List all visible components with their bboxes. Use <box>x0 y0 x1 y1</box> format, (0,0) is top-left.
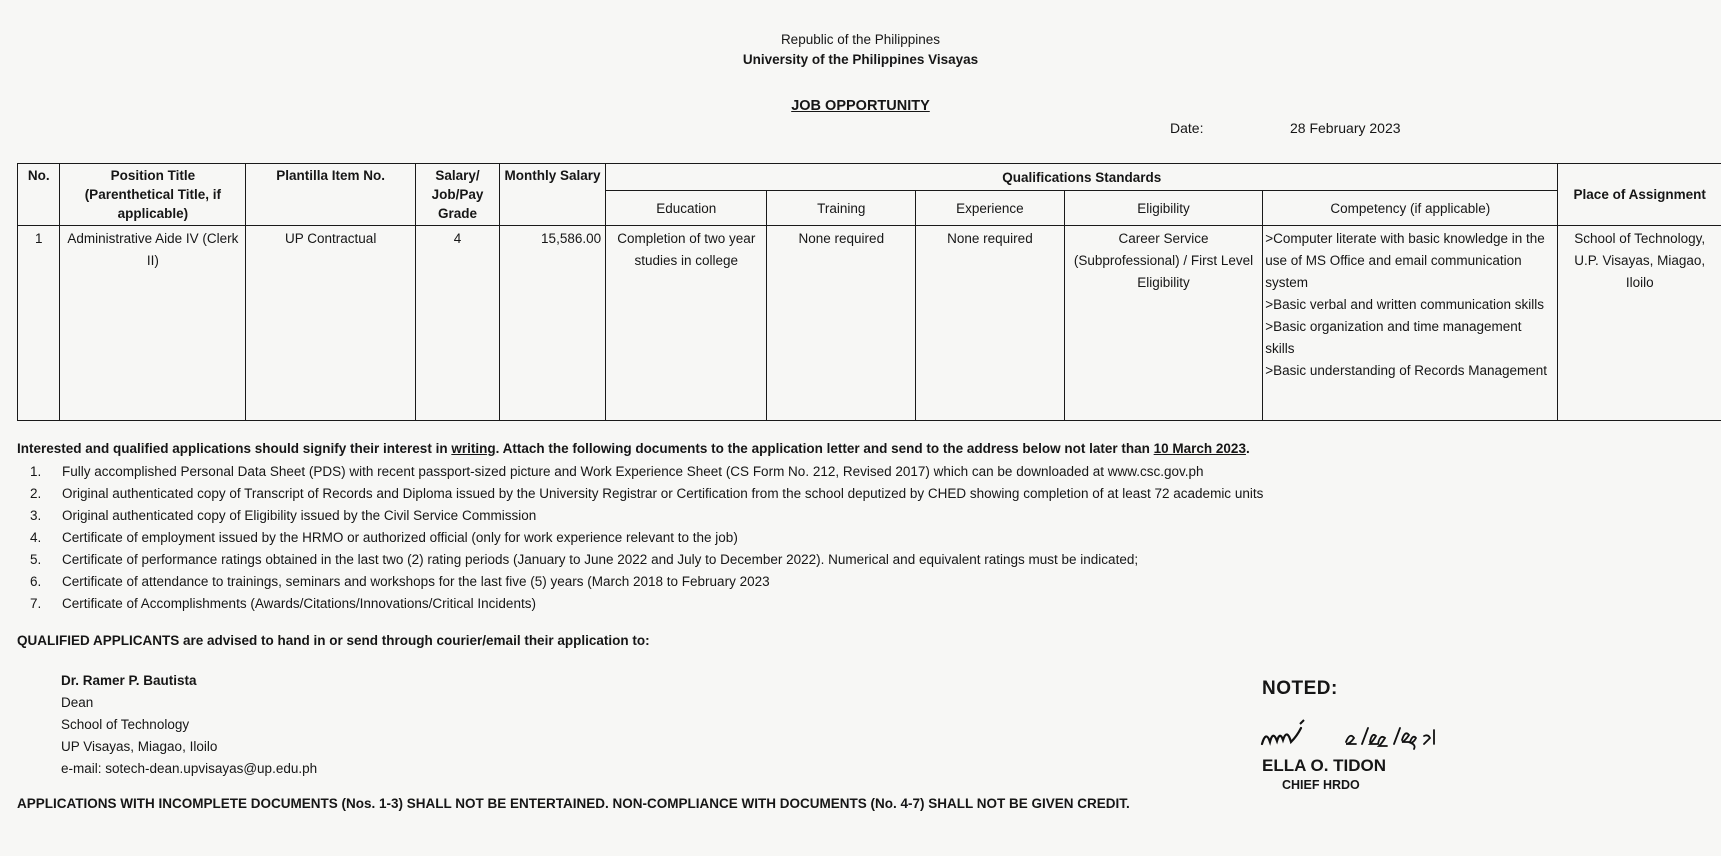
header-republic: Republic of the Philippines <box>780 32 941 47</box>
header-position-title: Position Title (Parenthetical Title, if applicable) <box>60 164 246 226</box>
cell-competency <box>1263 226 1558 421</box>
signer-title: CHIEF HRDO <box>1282 778 1360 792</box>
header-plantilla: Plantilla Item No. <box>246 164 416 226</box>
footer-notice: APPLICATIONS WITH INCOMPLETE DOCUMENTS (Nos. 1-3) SHALL NOT BE ENTERTAINED. NON-COMPLIANCE WITH DOCUMENTS (No. 4-7) SHALL NOT BE GIVEN CREDIT. <box>17 796 1130 811</box>
header-training: Training <box>767 191 916 226</box>
cell-education: Completion of two year studies in college <box>606 226 767 421</box>
header-no: No. <box>18 164 60 226</box>
deadline-date: 10 March 2023 <box>1153 441 1246 456</box>
address-name: Dr. Ramer P. Bautista <box>61 673 197 688</box>
cell-salary-grade: 4 <box>416 226 500 421</box>
instructions-part: . <box>1245 441 1250 456</box>
list-item-number: 5. <box>30 552 42 567</box>
competency-item: >Basic organization and time management skills <box>1265 319 1522 356</box>
list-item <box>30 505 1263 527</box>
header-competency: Competency (if applicable) <box>1263 191 1558 226</box>
list-item-text: Original authenticated copy of Transcript of Records and Diploma issued by the University Registrar or Certification from the school deputized by CHED showing completion of at least 72 academic units <box>62 486 1264 501</box>
header-monthly-salary: Monthly Salary <box>499 164 605 226</box>
date-label: Date: <box>1170 120 1204 136</box>
cell-plantilla: UP Contractual <box>246 226 416 421</box>
instructions-part: . Attach the following documents to the application letter and send to the address below not later than <box>495 441 1154 456</box>
competency-item: >Basic verbal and written communication skills <box>1265 297 1545 312</box>
list-item-number: 2. <box>30 486 42 501</box>
list-item-text: Certificate of attendance to trainings, seminars and workshops for the last five (5) years (March 2018 to February 2023 <box>62 574 770 589</box>
list-item <box>30 571 1263 593</box>
list-item-text: Certificate of employment issued by the HRMO or authorized official (only for work experience relevant to the job) <box>62 530 738 545</box>
list-item-text: Certificate of Accomplishments (Awards/Citations/Innovations/Critical Incidents) <box>62 596 536 611</box>
list-item-text: Original authenticated copy of Eligibility issued by the Civil Service Commission <box>62 508 537 523</box>
header-education: Education <box>606 191 767 226</box>
cell-experience: None required <box>916 226 1065 421</box>
header-place: Place of Assignment <box>1558 164 1721 226</box>
page-title <box>0 98 1721 114</box>
advise-text: QUALIFIED APPLICANTS are advised to hand in or send through courier/email their application to: <box>17 633 650 648</box>
cell-position-title: Administrative Aide IV (Clerk II) <box>60 226 246 421</box>
job-table <box>17 163 1721 421</box>
signer-name: ELLA O. TIDON <box>1262 756 1387 775</box>
cell-no: 1 <box>18 226 60 421</box>
list-item <box>30 593 1263 615</box>
address-office: School of Technology <box>61 717 190 732</box>
header-experience: Experience <box>916 191 1065 226</box>
header-salary-grade: Salary/ Job/Pay Grade <box>416 164 500 226</box>
list-item <box>30 461 1263 483</box>
list-item-number: 4. <box>30 530 42 545</box>
header-qualifications: Qualifications Standards <box>606 164 1558 191</box>
cell-monthly-salary: 15,586.00 <box>499 226 605 421</box>
page-title-text: JOB OPPORTUNITY <box>791 98 930 114</box>
list-item <box>30 483 1263 505</box>
noted-label: NOTED: <box>1262 678 1338 699</box>
list-item-text: Certificate of performance ratings obtained in the last two (2) rating periods (January to June 2022 and July to December 2022). Numerical and equivalent ratings must be indicated; <box>62 552 1139 567</box>
address-email: e-mail: sotech-dean.upvisayas@up.edu.ph <box>61 761 318 776</box>
table-row <box>18 226 1721 421</box>
list-item <box>30 549 1263 571</box>
header-eligibility: Eligibility <box>1064 191 1263 226</box>
address-location: UP Visayas, Miagao, Iloilo <box>61 739 218 754</box>
requirements-list <box>30 461 1263 615</box>
list-item-number: 7. <box>30 596 42 611</box>
instructions <box>17 441 1717 456</box>
header-university: University of the Philippines Visayas <box>742 52 979 67</box>
list-item <box>30 527 1263 549</box>
address-position: Dean <box>61 695 94 710</box>
list-item-number: 6. <box>30 574 42 589</box>
address-block <box>61 670 317 780</box>
list-item-text: Fully accomplished Personal Data Sheet (PDS) with recent passport-sized picture and Work Experience Sheet (CS Form No. 212, Revised 2017) which can be downloaded at www.csc.gov.ph <box>62 464 1204 479</box>
list-item-number: 1. <box>30 464 42 479</box>
instructions-part: Interested and qualified applications should signify their interest in <box>17 441 452 456</box>
handwritten-signature <box>1258 718 1443 754</box>
cell-place: School of Technology, U.P. Visayas, Miagao, Iloilo <box>1558 226 1721 421</box>
instructions-writing: writing <box>451 441 496 456</box>
cell-training: None required <box>767 226 916 421</box>
list-item-number: 3. <box>30 508 42 523</box>
cell-eligibility: Career Service (Subprofessional) / First Level Eligibility <box>1064 226 1263 421</box>
competency-item: >Basic understanding of Records Management <box>1265 363 1548 378</box>
competency-item: >Computer literate with basic knowledge in the use of MS Office and email communication system <box>1265 231 1545 290</box>
date-value: 28 February 2023 <box>1290 120 1401 136</box>
